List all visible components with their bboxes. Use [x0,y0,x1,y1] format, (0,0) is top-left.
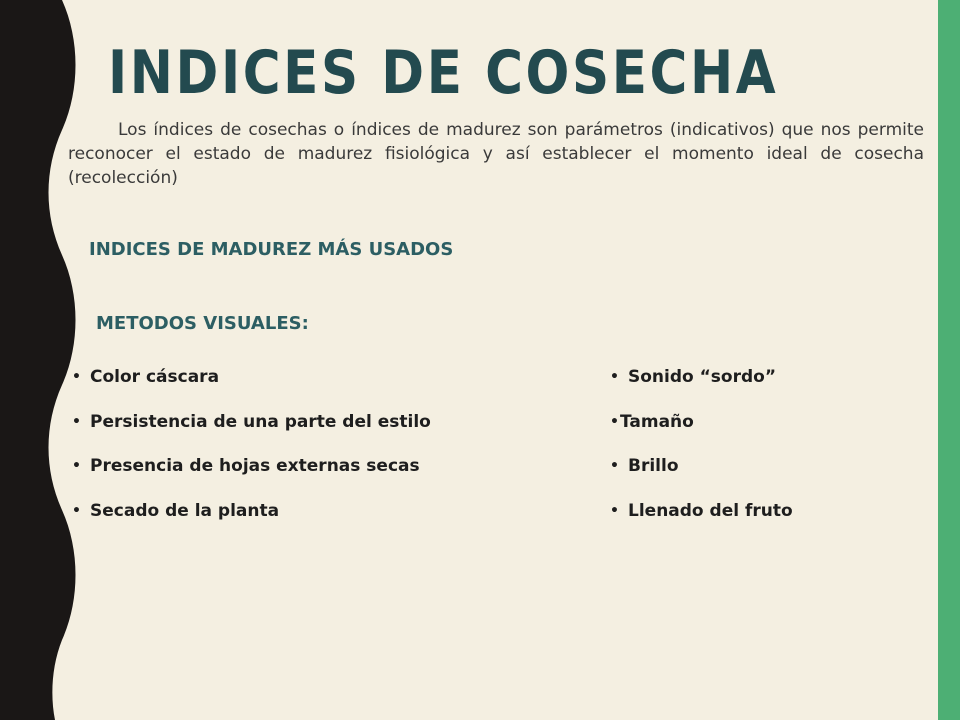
subheading-indices-madurez: INDICES DE MADUREZ MÁS USADOS [89,239,454,260]
list-item-label: Presencia de hojas externas secas [90,456,420,476]
list-item [72,366,431,411]
methods-list-right [610,366,793,544]
page-title: INDICES DE COSECHA [108,38,779,108]
list-item [610,500,793,545]
list-item [72,455,431,500]
green-right-band [938,0,960,720]
list-item [610,366,793,411]
bullet-icon: • [610,413,619,430]
list-item-label: Llenado del fruto [628,500,793,521]
methods-list-left [72,366,431,544]
subheading-metodos-visuales: METODOS VISUALES: [96,313,309,334]
list-item-label: Color cáscara [90,367,220,387]
list-item [610,411,793,456]
list-item [72,500,431,545]
bullet-icon: • [72,502,81,519]
list-item [72,411,431,456]
bullet-icon: • [610,369,619,385]
bullet-icon: • [72,458,81,474]
list-item-label: Sonido “sordo” [628,367,776,387]
bullet-icon: • [610,502,619,519]
list-item-label: Persistencia de una parte del estilo [90,411,431,432]
list-item-label: Secado de la planta [90,500,280,521]
bullet-icon: • [610,458,619,474]
bullet-icon: • [72,413,81,430]
list-item-label: Tamaño [620,411,694,432]
intro-paragraph: Los índices de cosechas o índices de madurez son parámetros (indicativos) que nos permite reconocer el estado de madurez fisiológica y así establecer el momento ideal de cosecha (recolección) [68,120,924,188]
wavy-left-band [0,0,90,720]
list-item [610,455,793,500]
bullet-icon: • [72,369,81,385]
list-item-label: Brillo [628,456,679,476]
